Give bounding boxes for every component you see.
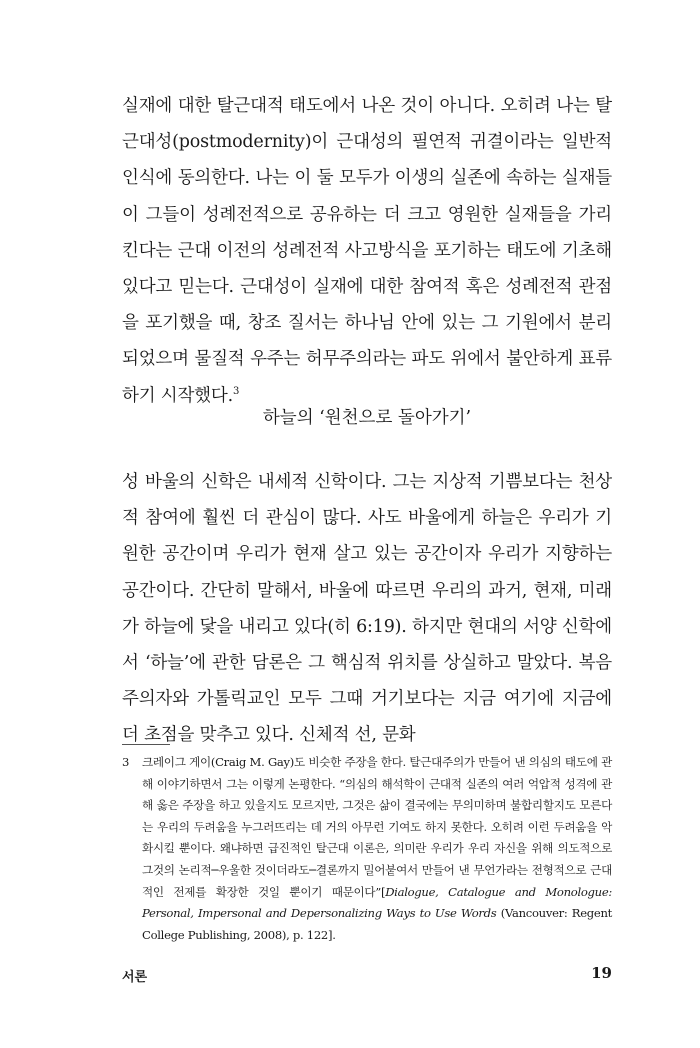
page-number: 19 [591, 964, 612, 982]
body-paragraph-2: 성 바울의 신학은 내세적 신학이다. 그는 지상적 기쁨보다는 천상적 참여에 훨씬 더 관심이 많다. 사도 바울에게 하늘은 우리가 기원한 공간이며 우리가 현재 살고 있는 공간이자 우리가 지향하는 공간이다. 간단히 말해서, 바울에 따르면 우리의 과거, 현재, 미래가 하늘에 닻을 내리고 있다(히 6:19). 하지만 현대의 서양 신학에서 ‘하늘’에 관한 담론은 그 핵심적 위치를 상실하고 말았다. 복음주의자와 가톨릭교인 모두 그때 거기보다는 지금 여기에 지금에 더 초점을 맞추고 있다. 신체적 선, 문화 [122, 472, 612, 746]
footnote-reference[interactable]: 3 [232, 385, 240, 397]
footnote-text: 크레이그 게이(Craig M. Gay)도 비슷한 주장을 한다. 탈근대주의가 만들어 낸 의심의 태도에 관해 이야기하면서 그는 이렇게 논평한다. “의심의 해석학이 근대적 실존의 여러 억압적 성격에 관해 옳은 주장을 하고 있을지도 모르지만, 그것은 삶이 결국에는 무의미하며 불합리할지도 모른다는 우리의 두려움을 누그러뜨리는 데 거의 아무런 기여도 하지 못한다. 오히려 이런 두려움을 악화시킬 뿐이다. 왜냐하면 급진적인 탈근대 이론은, 의미란 우리가 우리 자신을 위해 의도적으로 그것의 논리적─우울한 것이더라도─결론까지 밀어붙여서 만들어 낸 무언가라는 전형적으로 근대적인 전제를 확장한 것일 뿐이기 때문이다”[ [142, 755, 612, 899]
footnote [122, 752, 612, 946]
footnote-number: 3 [122, 755, 130, 769]
section-heading: 하늘의 ‘원천으로 돌아가기’ [262, 408, 472, 428]
paragraph-1-text: 실재에 대한 탈근대적 태도에서 나온 것이 아니다. 오히려 나는 탈근대성(postmodernity)이 근대성의 필연적 귀결이라는 일반적 인식에 동의한다. 나는 이 둘 모두가 이생의 실존에 속하는 실재들이 그들이 성례전적으로 공유하는 더 크고 영원한 실재들을 가리킨다는 근대 이전의 성례전적 사고방식을 포기하는 태도에 기초해 있다고 믿는다. 근대성이 실재에 대한 참여적 혹은 성례전적 관점을 포기했을 때, 창조 질서는 하나님 안에 있는 그 기원에서 분리되었으며 물질적 우주는 허무주의라는 파도 위에서 불안하게 표류하기 시작했다. [122, 96, 612, 406]
running-footer-section: 서론 [122, 970, 148, 985]
body-paragraph-1 [122, 88, 612, 414]
footnote-divider [122, 744, 170, 745]
footnote-book-title: Dialogue, Catalogue and Monologue: Personal, Impersonal and Depersonalizing Ways to Use Words [142, 884, 612, 921]
footnote-publication: (Vancouver: Regent College Publishing, 2008), p. 122]. [142, 906, 612, 942]
